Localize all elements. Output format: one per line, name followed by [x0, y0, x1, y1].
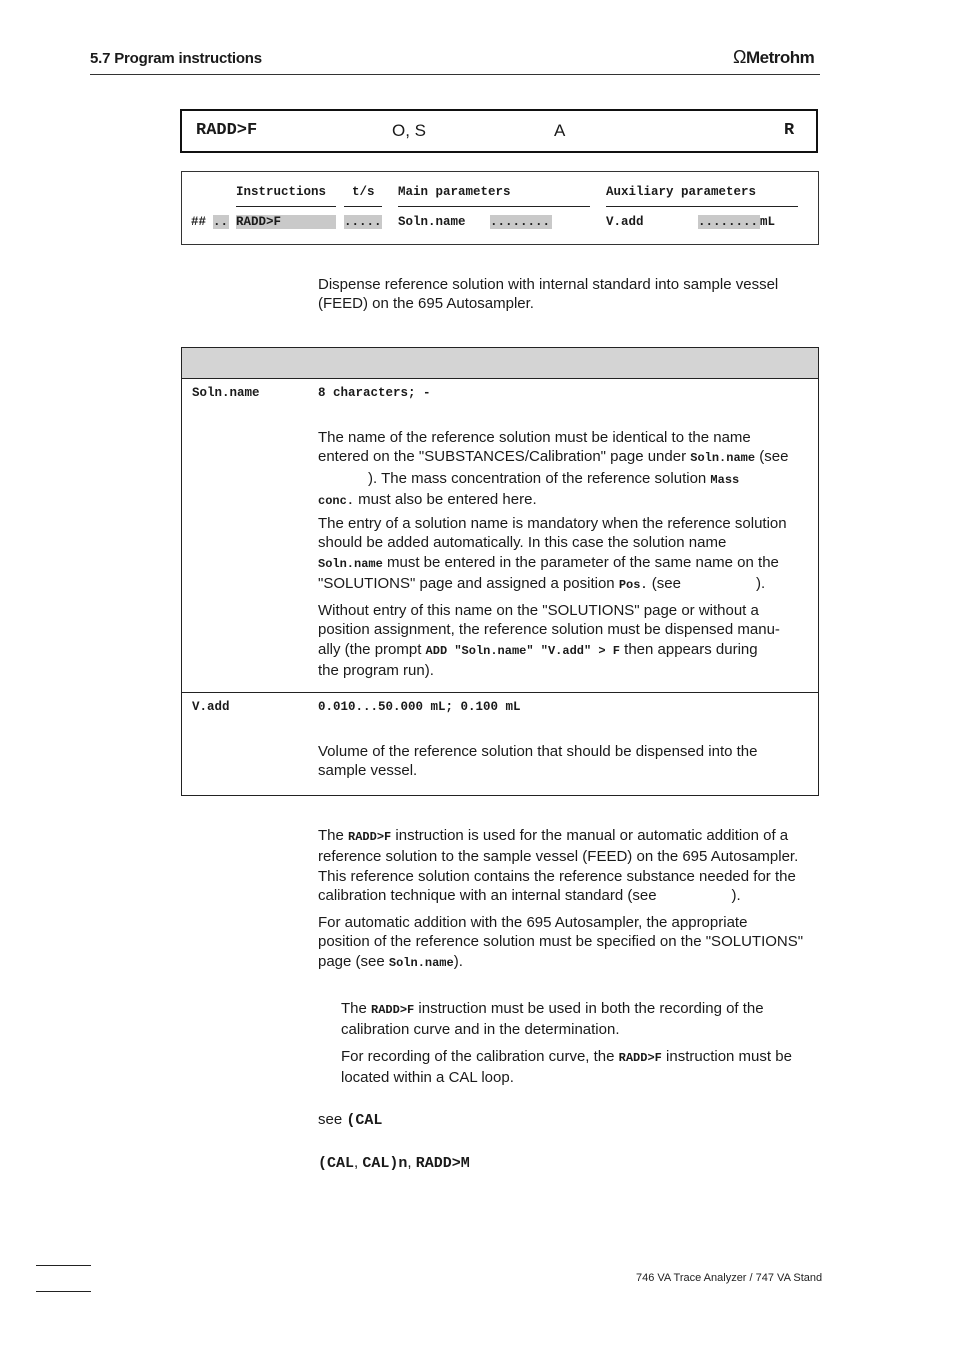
text-line: conc. must also be entered here. — [318, 491, 537, 509]
title-col-3: A — [554, 121, 566, 140]
header-main-params: Main parameters — [398, 185, 511, 199]
inline-code: RADD>F — [371, 1003, 415, 1017]
row-number: ## — [191, 215, 207, 229]
inline-code: Soln.name — [388, 955, 454, 970]
intro-line-1: Dispense reference solution with internal standard into sample vessel — [318, 276, 779, 293]
title-col-4: R — [784, 121, 795, 140]
row-main-value: ........ — [490, 215, 551, 229]
related-cal-close[interactable]: CAL)n — [362, 1155, 408, 1172]
text-line: The name of the reference solution must be identical to the name — [318, 429, 751, 446]
text-line: The RADD>F instruction must be used in both the recording of the — [341, 1000, 764, 1017]
param-1-range: 8 characters; - — [318, 386, 431, 400]
intro-line-2: (FEED) on the 695 Autosampler. — [318, 295, 534, 313]
param-2-name: V.add — [192, 700, 230, 714]
related-radd-m[interactable]: RADD>M — [415, 1155, 470, 1172]
header-instructions: Instructions — [236, 185, 327, 199]
row-aux-name: V.add — [606, 215, 644, 229]
text-line: entered on the "SUBSTANCES/Calibration" page under Soln.name (see — [318, 448, 789, 466]
text-line: Soln.name must be entered in the parameter of the same name on the — [318, 553, 779, 571]
row-main-name: Soln.name — [398, 215, 466, 229]
text-line: For recording of the calibration curve, the RADD>F instruction must be — [341, 1048, 792, 1065]
text-line: For automatic addition with the 695 Autosampler, the appropriate — [318, 914, 748, 931]
inline-code: conc. — [318, 494, 355, 509]
logo-text: Metrohm — [745, 48, 815, 67]
footer-text: 746 VA Trace Analyzer / 747 VA Stand — [636, 1272, 823, 1284]
related-instructions: (CAL, CAL)n, RADD>M — [318, 1154, 470, 1172]
text-line: position assignment, the reference solution must be dispensed manu- — [318, 621, 780, 639]
instruction-title-box — [180, 109, 818, 153]
text-line: should be added automatically. In this case the solution name — [318, 534, 727, 552]
param-1-description-1 — [318, 428, 813, 512]
inline-code: Soln.name — [318, 556, 383, 571]
text-line: "SOLUTIONS" page and assigned a position Pos. (see ). — [318, 575, 766, 593]
see-ref-link[interactable]: (CAL — [346, 1112, 383, 1129]
text-line: the program run). — [318, 662, 434, 680]
autosampler-paragraph — [318, 913, 813, 973]
footer-rule-top — [36, 1265, 91, 1266]
text-line: position of the reference solution must be specified on the "SOLUTIONS" — [318, 933, 804, 951]
param-1-description-3 — [318, 601, 813, 681]
header-aux-params: Auxiliary parameters — [606, 185, 757, 199]
inline-code: Mass — [710, 472, 740, 487]
text-line: The entry of a solution name is mandatory when the reference solution — [318, 515, 787, 532]
omega-icon: Ω — [733, 47, 746, 67]
text-line: located within a CAL loop. — [341, 1069, 514, 1087]
header-divider — [90, 74, 820, 75]
header-ts: t/s — [352, 185, 375, 199]
text-line: page (see Soln.name). — [318, 952, 463, 970]
row-ts: ..... — [344, 215, 382, 229]
param-1-description-2 — [318, 514, 813, 596]
note-2 — [341, 1047, 821, 1088]
usage-paragraph — [318, 826, 813, 906]
text-line: ally (the prompt ADD "Soln.name" "V.add" > F then appears during — [318, 640, 758, 658]
see-reference — [318, 1110, 382, 1130]
inline-code: Pos. — [618, 578, 648, 593]
text-line: The RADD>F instruction is used for the manual or automatic addition of a — [318, 827, 789, 844]
see-label: see — [318, 1111, 347, 1128]
param-2-description — [318, 742, 813, 781]
related-cal-open[interactable]: (CAL — [318, 1155, 355, 1172]
inline-code: ADD "Soln.name" "V.add" > F — [425, 643, 620, 658]
text-line: This reference solution contains the reference substance needed for the — [318, 867, 796, 885]
text-line: Volume of the reference solution that should be dispensed into the — [318, 743, 758, 760]
text-line: calibration technique with an internal standard (see ). — [318, 887, 741, 905]
row-aux-unit: mL — [760, 215, 776, 229]
text-line: reference solution to the sample vessel (FEED) on the 695 Autosampler. — [318, 848, 799, 866]
inline-code: RADD>F — [618, 1051, 662, 1065]
inline-code: Soln.name — [690, 451, 756, 466]
text-line: sample vessel. — [318, 762, 418, 780]
row-aux-value: ........ — [698, 215, 759, 229]
metrohm-logo — [733, 47, 814, 68]
parameters-table-header — [182, 348, 818, 379]
footer-rule-bottom — [36, 1291, 91, 1292]
title-col-2: O, S — [392, 121, 427, 140]
parameter-display-box — [181, 171, 819, 245]
text-line: Without entry of this name on the "SOLUTIONS" page or without a — [318, 602, 759, 619]
row-dots: .. — [213, 215, 229, 229]
row-instruction: RADD>F — [236, 215, 336, 229]
inline-code: RADD>F — [348, 830, 392, 844]
row-divider — [182, 692, 818, 693]
text-line: ). The mass concentration of the reference solution Mass — [318, 469, 740, 487]
section-heading: 5.7 Program instructions — [90, 50, 262, 67]
param-1-name: Soln.name — [192, 386, 260, 400]
text-line: calibration curve and in the determination. — [341, 1021, 620, 1039]
param-2-range: 0.010...50.000 mL; 0.100 mL — [318, 700, 521, 714]
parameters-table — [181, 347, 819, 796]
intro-text — [318, 275, 778, 314]
note-1 — [341, 999, 821, 1040]
instruction-command: RADD>F — [196, 121, 258, 140]
